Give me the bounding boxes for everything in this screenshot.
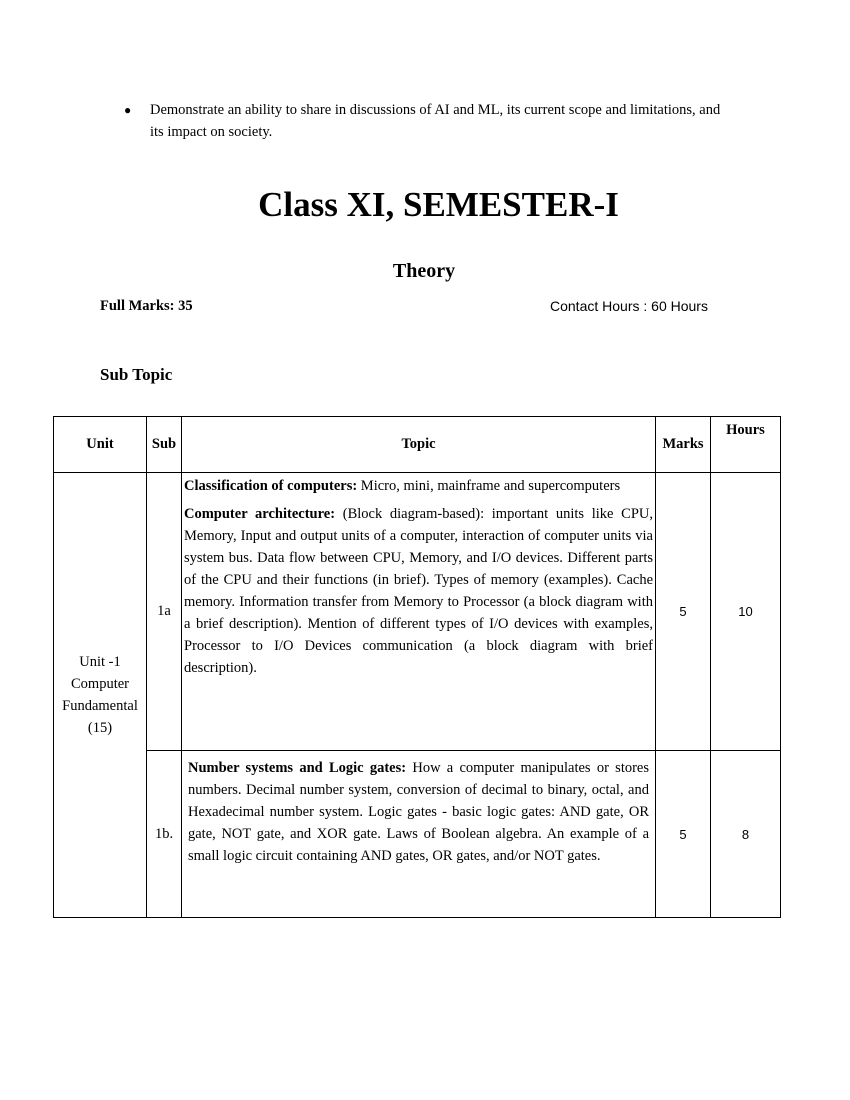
- header-hours: Hours: [711, 417, 781, 473]
- topic-heading: Classification of computers:: [184, 478, 358, 494]
- topic-paragraph: [188, 757, 649, 867]
- header-sub: Sub: [147, 417, 182, 473]
- topic-text: (Block diagram-based): important units like CPU, Memory, Input and output units of a computer, interaction of computer units via system bus. Data flow between CPU, Memory, and I/O devices. Different parts of the CPU and their functions (in brief). Types of memory (examples). Cache memory. Information transfer from Memory to Processor (a block diagram with a brief description). Mention of different types of I/O devices with examples, Processor to I/O Devices communication (a block diagram with brief description).: [184, 506, 653, 676]
- topic-cell: [182, 751, 656, 918]
- table-header-row: [54, 417, 781, 473]
- sub-cell: 1b.: [147, 751, 182, 918]
- objective-bullet-item: [124, 99, 724, 143]
- header-marks: Marks: [656, 417, 711, 473]
- topic-paragraph: [184, 475, 653, 497]
- topic-text: Micro, mini, mainframe and supercomputers: [357, 478, 621, 494]
- header-unit: Unit: [54, 417, 147, 473]
- sub-cell: 1a: [147, 473, 182, 751]
- table-row: [54, 751, 781, 918]
- header-topic: Topic: [182, 417, 656, 473]
- objective-bullet-text: Demonstrate an ability to share in discussions of AI and ML, its current scope and limitations, and its impact on society.: [150, 102, 721, 140]
- syllabus-table: [53, 416, 781, 918]
- unit-line: (15): [87, 720, 113, 736]
- topic-cell: [182, 473, 656, 751]
- hours-cell: 8: [711, 751, 781, 918]
- topic-paragraph: [184, 503, 653, 679]
- marks-cell: 5: [656, 473, 711, 751]
- topic-heading: Number systems and Logic gates:: [188, 760, 407, 776]
- marks-cell: 5: [656, 751, 711, 918]
- unit-line: Computer: [71, 676, 129, 692]
- table-row: [54, 473, 781, 751]
- unit-line: Fundamental: [62, 698, 138, 714]
- topic-heading: Computer architecture:: [184, 506, 336, 522]
- section-subtitle: Theory: [392, 260, 456, 282]
- full-marks-label: Full Marks: 35: [100, 298, 193, 314]
- hours-cell: 10: [711, 473, 781, 751]
- topic-text: How a computer manipulates or stores numbers. Decimal number system, conversion of decimal to binary, octal, and Hexadecimal number system. Logic gates - basic logic gates: AND gate, OR gate, NOT gate, and XOR gate. Laws of Boolean algebra. An example of a small logic circuit containing AND gates, OR gates, and/or NOT gates.: [188, 760, 649, 864]
- sub-topic-heading: Sub Topic: [100, 365, 173, 384]
- contact-hours-label: Contact Hours : 60 Hours: [550, 298, 708, 314]
- page-title: Class XI, SEMESTER-I: [258, 185, 619, 224]
- bullet-dot-icon: ●: [124, 103, 132, 117]
- unit-line: Unit -1: [79, 654, 121, 670]
- unit-cell: [54, 473, 147, 918]
